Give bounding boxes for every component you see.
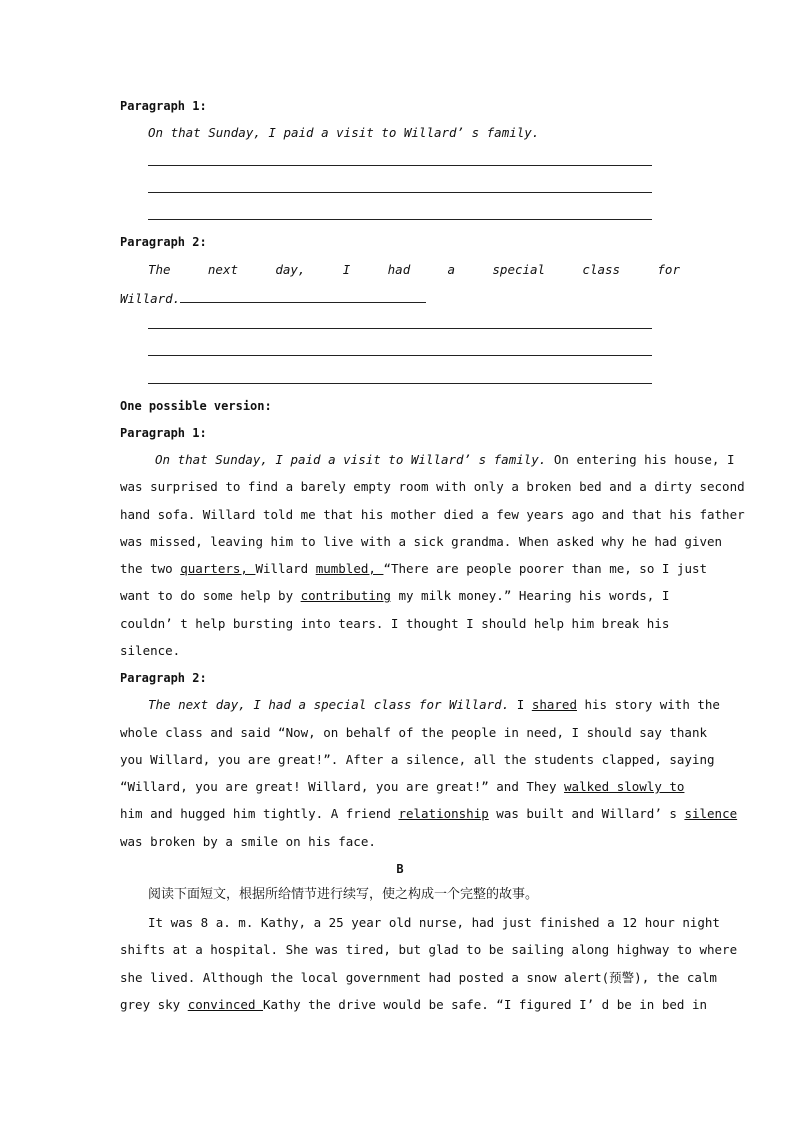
underlined-word: quarters,	[180, 561, 256, 576]
opening-sentence: The next day, I had a special class for Willard.	[148, 697, 510, 712]
opening-word: The	[148, 262, 171, 277]
writing-line	[148, 328, 652, 329]
task-paragraph-2-heading: Paragraph 2:	[120, 235, 207, 249]
underlined-word: contributing	[300, 588, 391, 603]
version-p2-line: whole class and said “Now, on behalf of the people in need, I should say thank	[120, 725, 707, 740]
opening-word: day,	[275, 262, 306, 277]
underlined-word: shared	[531, 697, 577, 712]
section-b-line: shifts at a hospital. She was tired, but glad to be sailing along highway to where	[120, 942, 738, 957]
task-paragraph-2-continuation	[120, 289, 680, 307]
writing-line	[148, 165, 652, 166]
underlined-word: convinced	[187, 997, 263, 1012]
version-p2-line	[120, 779, 685, 795]
text-run: the two	[120, 561, 181, 576]
section-b-label: B	[396, 862, 404, 876]
version-paragraph-2-heading: Paragraph 2:	[120, 671, 207, 685]
answer-blank	[180, 289, 426, 303]
text-run: On entering his house, I	[546, 452, 735, 467]
opening-word: I	[342, 262, 351, 277]
task-paragraph-1-opening: On that Sunday, I paid a visit to Willard’ s family.	[148, 125, 540, 140]
version-paragraph-1-heading: Paragraph 1:	[120, 426, 207, 440]
underlined-word: mumbled,	[315, 561, 384, 576]
task-paragraph-1-heading: Paragraph 1:	[120, 99, 207, 113]
text-run: Willard	[255, 561, 316, 576]
text-run: my milk money.” Hearing his words, I	[390, 588, 670, 603]
text-run: I	[509, 697, 532, 712]
section-b-line: she lived. Although the local government had posted a snow alert(预警), the calm	[120, 970, 717, 985]
text-run: his story with the	[576, 697, 720, 712]
version-p1-line: silence.	[120, 643, 181, 658]
underlined-word: walked slowly to	[564, 779, 685, 794]
version-p2-line	[148, 697, 720, 713]
version-p1-line	[120, 561, 708, 577]
opening-word: for	[657, 262, 680, 277]
opening-word: a	[447, 262, 456, 277]
text-run: “Willard, you are great! Willard, you are great!” and They	[120, 779, 565, 794]
writing-line	[148, 383, 652, 384]
text-run: “There are people poorer than me, so I just	[383, 561, 708, 576]
underlined-word: relationship	[398, 806, 489, 821]
opening-word: had	[387, 262, 411, 277]
version-p1-line	[120, 588, 680, 604]
version-p2-line: you Willard, you are great!”. After a silence, all the students clapped, saying	[120, 752, 715, 767]
writing-line	[148, 355, 652, 356]
version-heading: One possible version:	[120, 399, 272, 413]
version-p1-line: hand sofa. Willard told me that his mother died a few years ago and that his father	[120, 507, 745, 522]
underlined-word: silence	[684, 806, 738, 821]
text-run: him and hugged him tightly. A friend	[120, 806, 399, 821]
text-run: grey sky	[120, 997, 188, 1012]
writing-line	[148, 219, 652, 220]
version-p1-line	[155, 452, 735, 468]
section-b-instruction: 阅读下面短文，根据所给情节进行续写，使之构成一个完整的故事。	[148, 887, 539, 902]
task-paragraph-2-opening	[148, 262, 680, 278]
opening-word: special	[492, 262, 546, 277]
opening-word: next	[207, 262, 239, 277]
section-b-line: It was 8 a. m. Kathy, a 25 year old nurse, had just finished a 12 hour night	[148, 915, 720, 930]
version-p1-line: was surprised to find a barely empty room with only a broken bed and a dirty second	[120, 479, 745, 494]
text-run: want to do some help by	[120, 588, 301, 603]
version-p1-line: couldn’ t help bursting into tears. I thought I should help him break his	[120, 616, 670, 631]
opening-continuation: Willard.	[120, 291, 181, 306]
text-run: Kathy the drive would be safe. “I figured I’ d be in bed in	[263, 997, 708, 1012]
version-p2-line	[120, 806, 738, 822]
version-p2-line: was broken by a smile on his face.	[120, 834, 376, 849]
writing-line	[148, 192, 652, 193]
version-p1-line: was missed, leaving him to live with a sick grandma. When asked why he had given	[120, 534, 723, 549]
section-b-line	[120, 997, 708, 1013]
opening-sentence: On that Sunday, I paid a visit to Willard’ s family.	[155, 452, 547, 467]
text-run: was built and Willard’ s	[488, 806, 685, 821]
opening-word: class	[582, 262, 621, 277]
